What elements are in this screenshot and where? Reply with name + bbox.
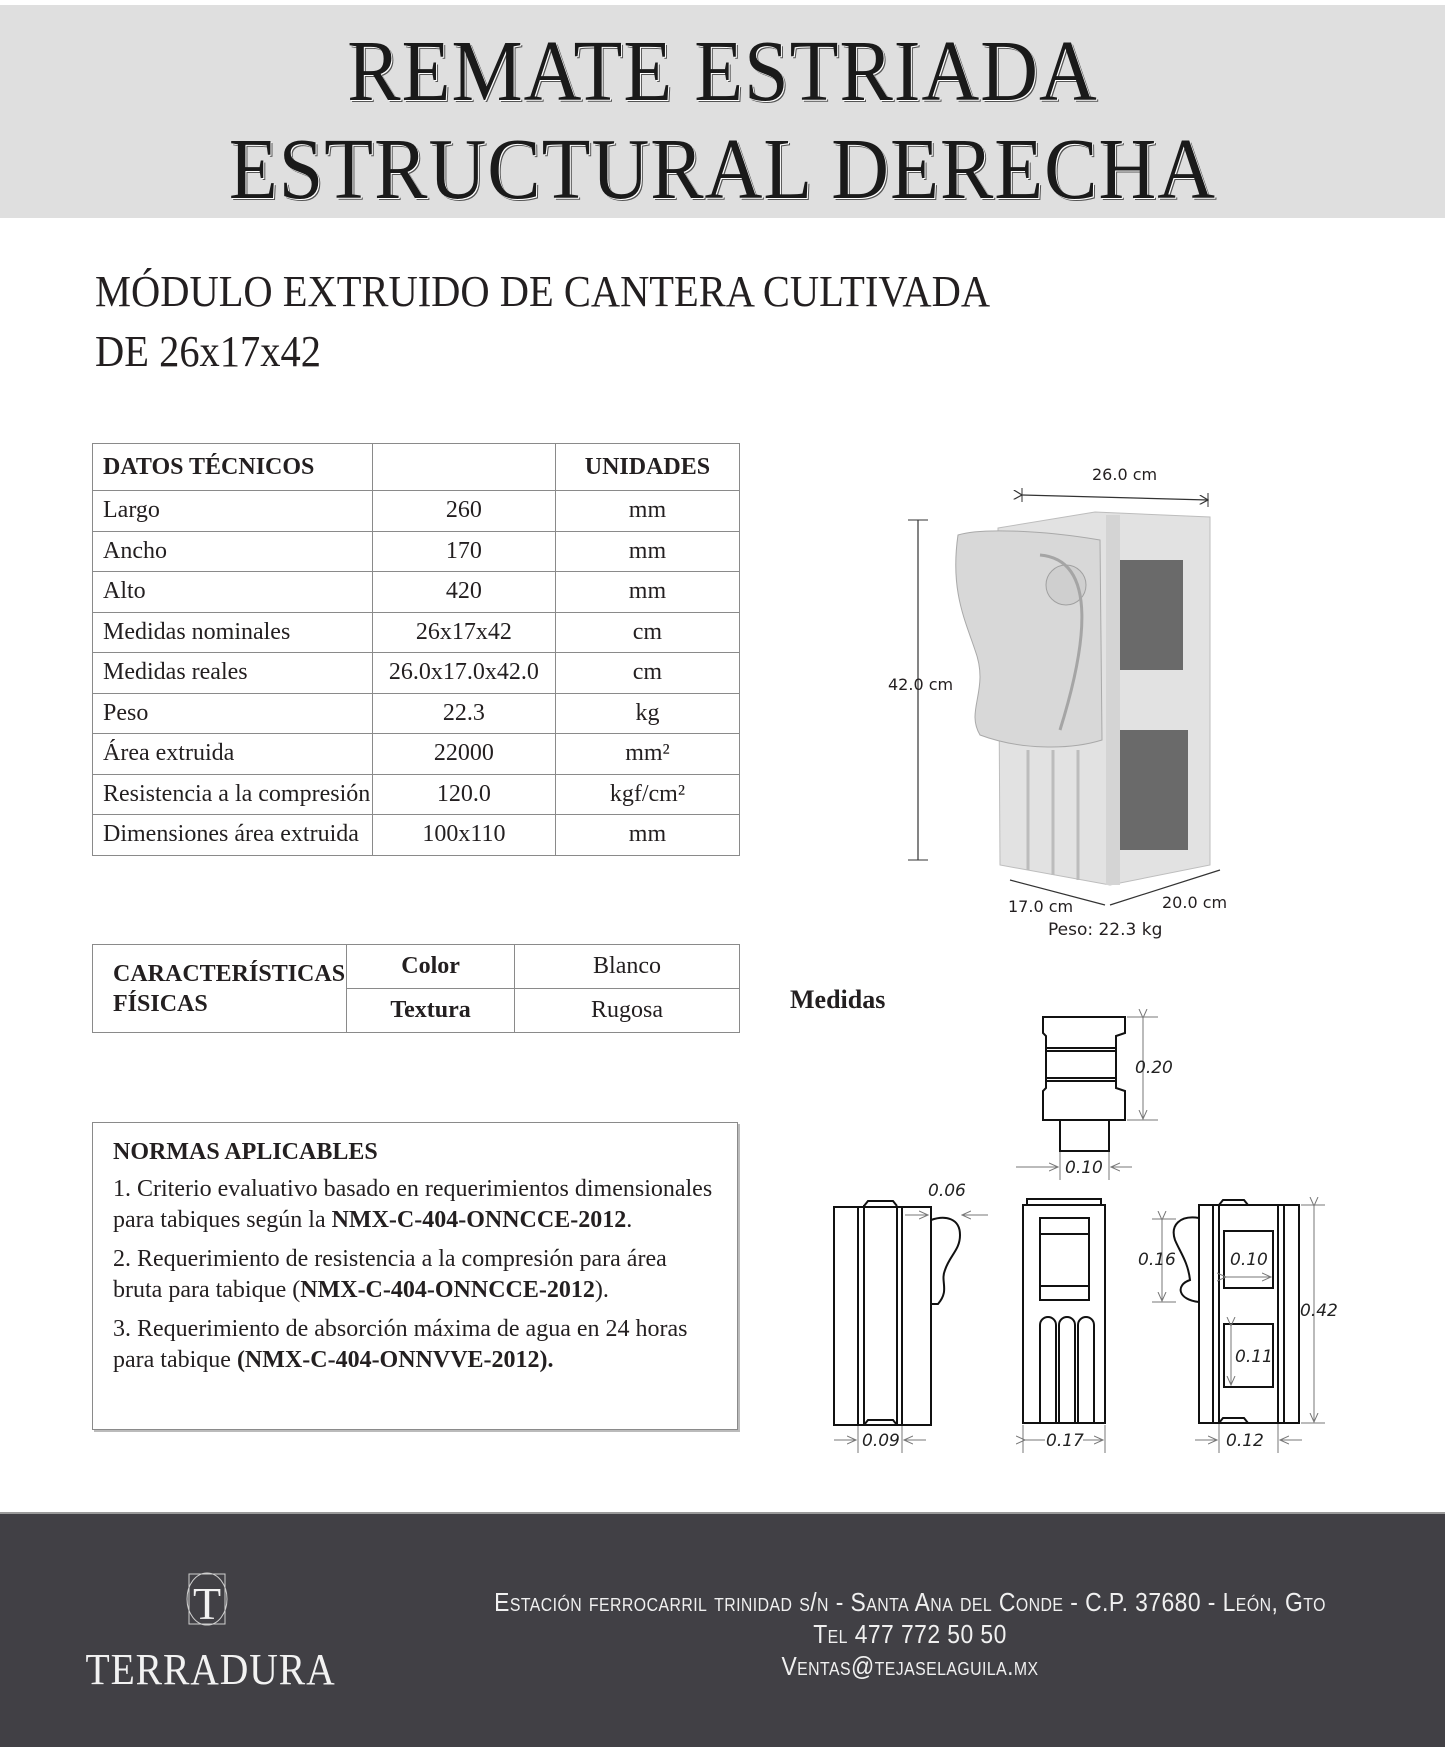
header-value	[372, 444, 555, 491]
dimension-drawings	[780, 1000, 1340, 1470]
logo-emblem-icon	[72, 1572, 342, 1642]
side-dimension-label: 20.0 cm	[1162, 893, 1228, 912]
dim-front-width: 0.17	[1046, 1431, 1084, 1451]
dim-left-offset: 0.06	[928, 1181, 966, 1201]
row-label: Largo	[93, 491, 373, 532]
table-row	[93, 653, 740, 694]
row-value: 170	[372, 531, 555, 572]
standard-suffix: .	[626, 1207, 633, 1233]
email-link[interactable]: Ventas@tejaselaguila.mx	[781, 1651, 1039, 1681]
physical-title-line-1: CARACTERÍSTICAS	[113, 960, 346, 987]
logo-letter: T	[192, 1578, 222, 1629]
dim-top-width: 0.10	[1065, 1158, 1103, 1178]
product-illustration	[870, 450, 1240, 945]
row-value: 100x110	[372, 815, 555, 856]
dim-right-bracket: 0.16	[1138, 1250, 1176, 1270]
phone[interactable]: Tel 477 772 50 50	[813, 1619, 1007, 1649]
dim-right-cell-width: 0.10	[1230, 1250, 1268, 1270]
standard-text: 2. Requerimiento de resistencia a la compresión para área bruta para tabique (	[113, 1246, 667, 1303]
table-row	[93, 612, 740, 653]
row-value: 26.0x17.0x42.0	[372, 653, 555, 694]
table-row	[93, 815, 740, 856]
color-value: Blanco	[515, 945, 740, 989]
standard-text: 3. Requerimiento de absorción máxima de agua en 24 horas para tabique	[113, 1316, 688, 1373]
height-dimension-label: 42.0 cm	[888, 675, 954, 694]
physical-title	[93, 945, 347, 1033]
contact-info	[390, 1586, 1430, 1682]
header-unidades: UNIDADES	[555, 444, 739, 491]
technical-drawings	[780, 1000, 1340, 1470]
address: Estación ferrocarril trinidad s/n - Santa Ana del Conde - C.P. 37680 - León, Gto	[494, 1587, 1326, 1617]
measurements-label: Medidas	[790, 985, 886, 1014]
color-key: Color	[347, 945, 515, 989]
row-value: 260	[372, 491, 555, 532]
dim-right-height: 0.42	[1300, 1301, 1338, 1321]
row-unit: mm²	[555, 734, 739, 775]
brand-name: TERRADURA	[85, 1645, 336, 1694]
row-label: Peso	[93, 693, 373, 734]
subtitle-line-1: MÓDULO EXTRUIDO DE CANTERA CULTIVADA	[95, 267, 991, 316]
depth-dimension-label: 17.0 cm	[1008, 897, 1074, 916]
row-label: Área extruida	[93, 734, 373, 775]
row-unit: mm	[555, 531, 739, 572]
row-label: Medidas reales	[93, 653, 373, 694]
row-unit: mm	[555, 491, 739, 532]
header-datos-tecnicos: DATOS TÉCNICOS	[93, 444, 373, 491]
dim-top-height: 0.20	[1135, 1058, 1173, 1078]
footer	[0, 1512, 1445, 1747]
row-value: 22.3	[372, 693, 555, 734]
row-value: 22000	[372, 734, 555, 775]
dim-right-cell-height: 0.11	[1235, 1347, 1273, 1367]
standard-text: 1. Criterio evaluativo basado en requerimientos dimensionales para tabiques según la	[113, 1176, 713, 1233]
standard-suffix: ).	[594, 1277, 609, 1303]
standard-item	[113, 1244, 717, 1306]
standard-code: NMX-C-404-ONNCCE-2012	[331, 1207, 627, 1233]
standard-item	[113, 1174, 717, 1236]
product-photo	[870, 450, 1240, 945]
row-unit: kg	[555, 693, 739, 734]
table-row	[93, 572, 740, 613]
table-row	[93, 774, 740, 815]
table-header-row	[93, 444, 740, 491]
standards-title: NORMAS APLICABLES	[113, 1139, 378, 1165]
standard-code: (NMX-C-404-ONNVVE-2012).	[236, 1347, 554, 1373]
page-title-line-2: ESTRUCTURAL DERECHA	[228, 122, 1217, 218]
table-row	[93, 734, 740, 775]
row-label: Dimensiones área extruida	[93, 815, 373, 856]
row-label: Medidas nominales	[93, 612, 373, 653]
row-unit: mm	[555, 572, 739, 613]
physical-characteristics-table	[92, 944, 740, 1033]
table-row	[93, 531, 740, 572]
texture-key: Textura	[347, 989, 515, 1033]
physical-title-line-2: FÍSICAS	[113, 990, 208, 1017]
row-value: 420	[372, 572, 555, 613]
row-unit: cm	[555, 653, 739, 694]
weight-label: Peso: 22.3 kg	[1048, 920, 1163, 940]
row-value: 26x17x42	[372, 612, 555, 653]
subtitle-line-2: DE 26x17x42	[95, 327, 322, 376]
row-value: 120.0	[372, 774, 555, 815]
dim-left-width: 0.09	[862, 1431, 900, 1451]
technical-data-table	[92, 443, 740, 856]
table-row	[93, 693, 740, 734]
top-view-shape	[1043, 1017, 1125, 1120]
standard-code: NMX-C-404-ONNCCE-2012	[300, 1277, 595, 1303]
row-unit: mm	[555, 815, 739, 856]
applicable-standards-box	[92, 1122, 738, 1430]
dim-right-width: 0.12	[1226, 1431, 1264, 1451]
row-label: Ancho	[93, 531, 373, 572]
row-unit: kgf/cm²	[555, 774, 739, 815]
row-label: Alto	[93, 572, 373, 613]
product-subtitle	[95, 262, 990, 382]
page-title-line-1: REMATE ESTRIADA	[347, 24, 1098, 120]
row-unit: cm	[555, 612, 739, 653]
table-row	[93, 491, 740, 532]
standard-item	[113, 1314, 717, 1376]
brand-logo	[72, 1572, 342, 1692]
table-row	[93, 945, 740, 989]
row-label: Resistencia a la compresión	[93, 774, 373, 815]
texture-value: Rugosa	[515, 989, 740, 1033]
width-dimension-label: 26.0 cm	[1092, 465, 1158, 484]
